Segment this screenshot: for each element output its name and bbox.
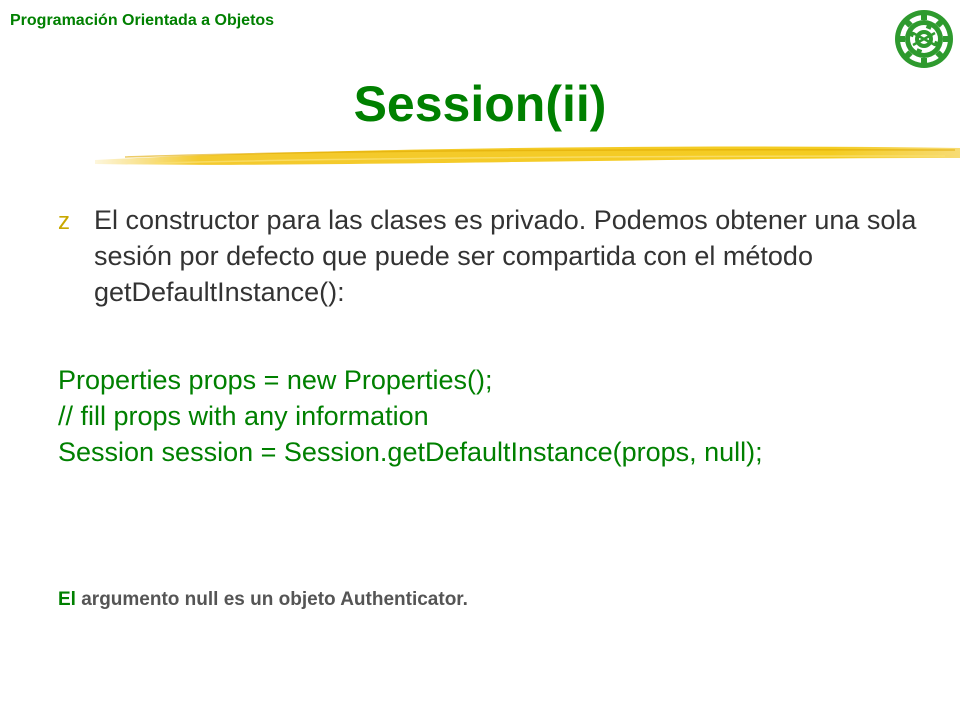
course-title: Programación Orientada a Objetos — [10, 12, 275, 29]
code-block — [58, 362, 938, 470]
bullet-marker-icon: z — [58, 208, 70, 235]
slide-title: Session(ii) — [353, 76, 607, 132]
bullet-item — [58, 202, 918, 310]
code-line: Session session = Session.getDefaultInstance(props, null); — [58, 437, 763, 467]
code-line: // fill props with any information — [58, 401, 429, 431]
university-seal-icon — [893, 8, 955, 70]
footnote-rest: argumento null es un objeto Authenticator. — [75, 589, 468, 610]
footnote-first-word: El — [58, 589, 76, 610]
code-line: Properties props = new Properties(); — [58, 365, 493, 395]
title-underline-brush — [95, 138, 960, 174]
footnote — [58, 587, 468, 613]
bullet-text: El constructor para las clases es privado. Podemos obtener una sola sesión por defecto que puede ser compartida con el método getDefaultInstance(): — [94, 205, 917, 307]
